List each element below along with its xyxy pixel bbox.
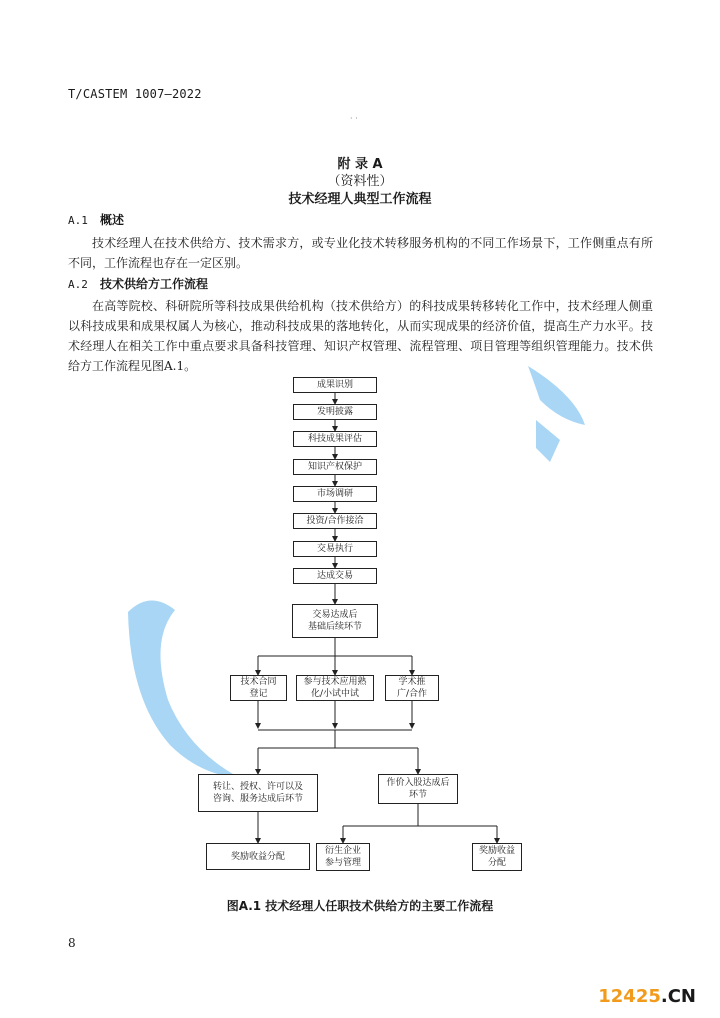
flow-outcome-derived-line1: 衍生企业: [324, 846, 361, 856]
flow-branch-academic-line1: 学术推: [398, 677, 426, 687]
section-a1-body: 技术经理人在技术供给方、技术需求方，或专业化技术转移服务机构的不同工作场景下，工作侧重点有所不同，工作流程也存在一定区别。: [68, 236, 653, 270]
flow-path-equity-line2: 环节: [408, 790, 427, 800]
flow-outcome-reward-left: 奖励收益分配: [206, 843, 310, 870]
flow-step-investment-negotiation: 投资/合作接洽: [293, 513, 377, 529]
header-dots: · ·: [350, 114, 358, 123]
annex-nature: （资料性）: [327, 174, 393, 189]
flow-outcome-derived-enterprise: [316, 843, 370, 871]
flow-branch-contract-line2: 登记: [249, 689, 268, 699]
flow-path-transfer-line2: 咨询、服务达成后环节: [212, 794, 303, 804]
watermark-suffix: .CN: [660, 986, 696, 1007]
figure-caption: 图A.1 技术经理人任职技术供给方的主要工作流程: [226, 899, 494, 913]
flow-step-ip-protection: 知识产权保护: [293, 459, 377, 475]
flow-path-transfer-license: [198, 774, 318, 812]
flow-outcome-derived-line2: 参与管理: [324, 858, 361, 868]
flow-branch-pilot-line2: 化/小试中试: [310, 689, 360, 699]
flow-step-trade-execution: 交易执行: [293, 541, 377, 557]
flow-step-result-identification: 成果识别: [293, 377, 377, 393]
section-a1-title: 概述: [100, 213, 125, 227]
page-number: 8: [68, 936, 76, 950]
flow-branch-pilot-test: [296, 675, 374, 701]
annex-subject: 技术经理人典型工作流程: [288, 192, 432, 207]
flow-after-trade-line1: 交易达成后: [312, 610, 358, 620]
watermark-logo: [598, 986, 696, 1007]
section-a1-number: A.1: [68, 214, 88, 227]
flow-step-result-evaluation: 科技成果评估: [293, 431, 377, 447]
flow-branch-contract-line1: 技术合同: [240, 677, 277, 687]
flow-path-equity-line1: 作价入股达成后: [386, 778, 450, 788]
flow-outcome-reward-right-line1: 奖励收益: [478, 846, 515, 856]
annex-title: 附 录 A: [337, 157, 383, 172]
section-a2-body: 在高等院校、科研院所等科技成果供给机构（技术供给方）的科技成果转移转化工作中，技术经理人侧重以科技成果和成果权属人为核心，推动科技成果的落地转化，从而实现成果的经济价值，提高生产力水平。技术经理人在相关工作中重点要求具备科技管理、知识产权管理、流程管理、项目管理等组织管理能力。技术供给方工作流程见图A.1。: [68, 299, 653, 373]
watermark-digits: 12425: [598, 986, 661, 1007]
standard-id: T/CASTEM 1007—2022: [68, 87, 202, 101]
flow-outcome-reward-right-line2: 分配: [487, 858, 506, 868]
flow-branch-contract-registration: [230, 675, 287, 701]
flow-after-trade: [292, 604, 378, 638]
flow-path-transfer-line1: 转让、授权、许可以及: [212, 782, 303, 792]
flow-after-trade-line2: 基础后续环节: [307, 622, 362, 632]
section-a2-number: A.2: [68, 278, 88, 291]
flow-branch-academic-promotion: [385, 675, 439, 701]
flow-step-market-research: 市场调研: [293, 486, 377, 502]
flow-branch-pilot-line1: 参与技术应用熟: [303, 677, 367, 687]
section-a2-title: 技术供给方工作流程: [100, 277, 209, 291]
flow-step-invention-disclosure: 发明披露: [293, 404, 377, 420]
flow-step-trade-reached: 达成交易: [293, 568, 377, 584]
flow-outcome-reward-right: [472, 843, 522, 871]
flow-path-equity-investment: [378, 774, 458, 804]
flow-branch-academic-line2: 广/合作: [396, 689, 428, 699]
